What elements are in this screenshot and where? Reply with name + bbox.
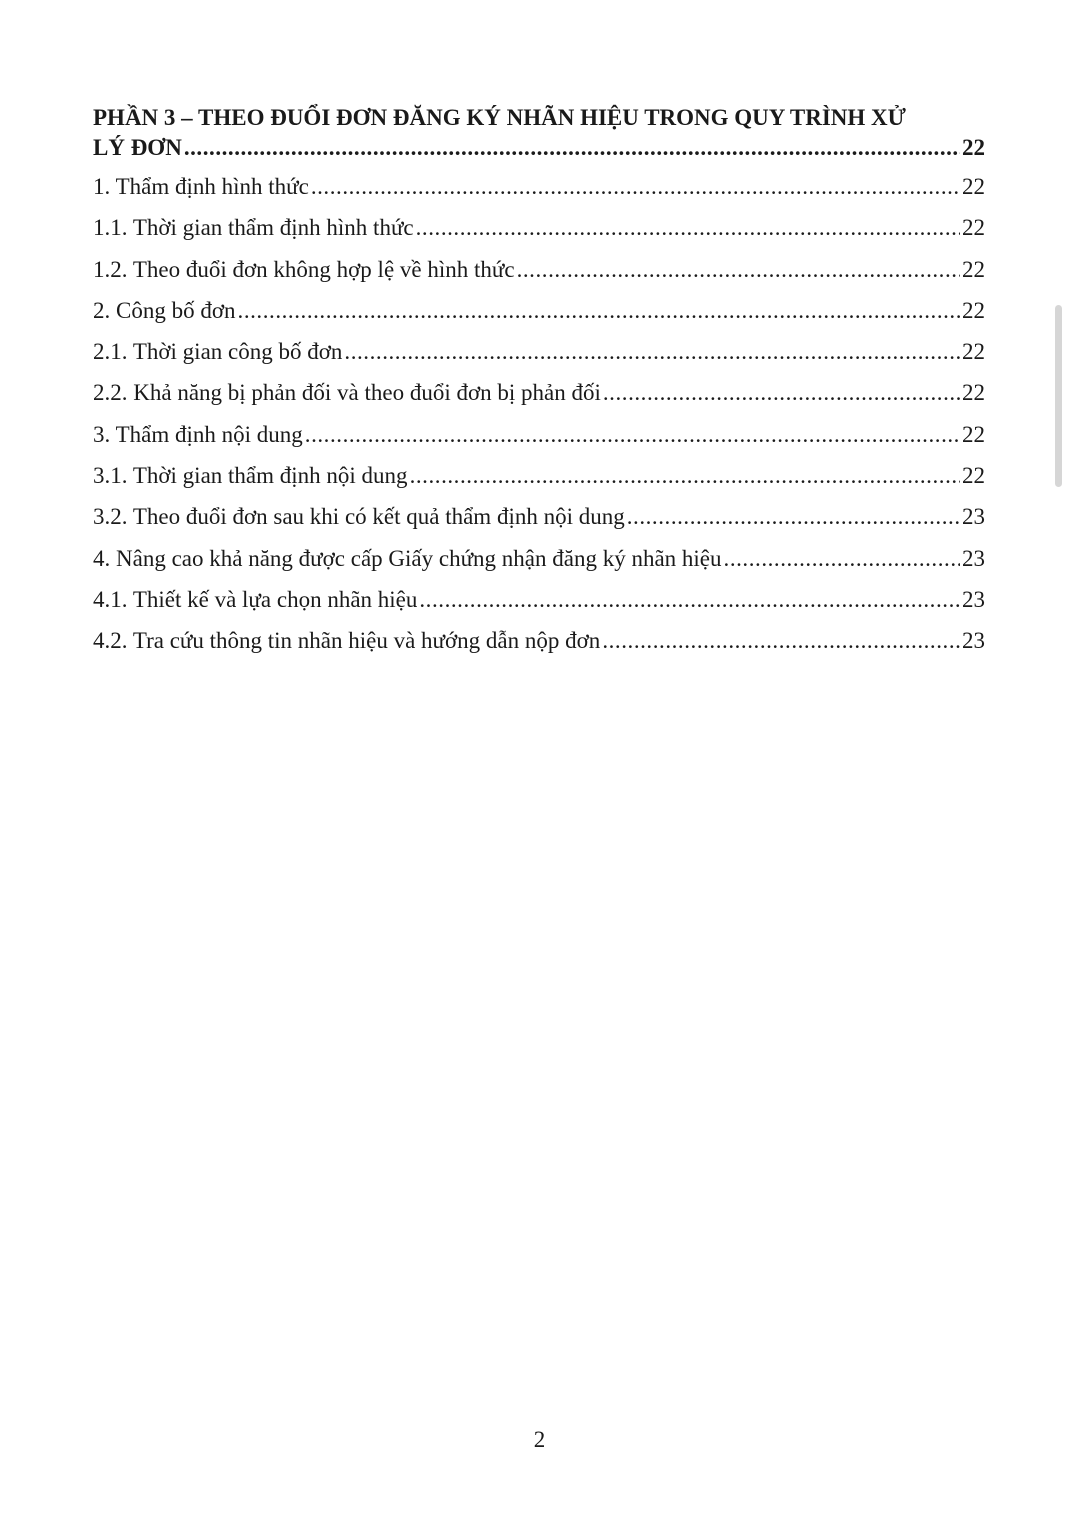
toc-entry[interactable] — [93, 538, 985, 579]
toc-entry-label: 3. Thẩm định nội dung — [93, 421, 303, 447]
toc-entry[interactable] — [93, 290, 985, 331]
toc-entry-page: 22 — [962, 463, 985, 489]
dot-leader — [344, 331, 960, 372]
toc-heading-line1: PHẦN 3 – THEO ĐUỔI ĐƠN ĐĂNG KÝ NHÃN HIỆU TRONG QUY TRÌNH XỬ — [93, 105, 906, 130]
toc-entry-label: 1.1. Thời gian thẩm định hình thức — [93, 215, 414, 241]
toc-entry-label: 4.2. Tra cứu thông tin nhãn hiệu và hướng dẫn nộp đơn — [93, 628, 601, 654]
toc-entry-page: 23 — [962, 586, 985, 612]
dot-leader — [419, 579, 960, 620]
toc-entry[interactable] — [93, 372, 985, 413]
toc-entry-label: 2.1. Thời gian công bố đơn — [93, 339, 343, 365]
toc-heading-line2: LÝ ĐƠN — [93, 135, 182, 160]
toc-entry[interactable] — [93, 207, 985, 248]
dot-leader — [410, 455, 960, 496]
toc-entry-label: 1.2. Theo đuổi đơn không hợp lệ về hình thức — [93, 256, 515, 282]
page-number: 2 — [533, 1427, 546, 1452]
toc-entry-page: 22 — [962, 339, 985, 365]
toc-entry-page: 23 — [962, 545, 985, 571]
dot-leader — [305, 414, 960, 455]
toc-entry-label: 3.1. Thời gian thẩm định nội dung — [93, 463, 408, 489]
toc-entry-page: 22 — [962, 256, 985, 282]
toc-entry-label: 4.1. Thiết kế và lựa chọn nhãn hiệu — [93, 586, 418, 612]
toc-entry-page: 22 — [962, 215, 985, 241]
toc-entry-label: 2. Công bố đơn — [93, 297, 236, 323]
dot-leader — [311, 166, 960, 207]
dot-leader — [238, 290, 960, 331]
toc-entry-label: 1. Thẩm định hình thức — [93, 174, 309, 199]
dot-leader — [724, 538, 960, 579]
toc-entry[interactable] — [93, 414, 985, 455]
toc-heading-line2-row — [93, 133, 985, 163]
toc-entry-label: 2.2. Khả năng bị phản đối và theo đuổi đơn bị phản đối — [93, 380, 601, 406]
toc-entries — [93, 166, 985, 662]
toc-entry-page: 22 — [962, 174, 985, 199]
toc-entry-label: 4. Nâng cao khả năng được cấp Giấy chứng nhận đăng ký nhãn hiệu — [93, 545, 722, 571]
toc-entry[interactable] — [93, 331, 985, 372]
toc-entry[interactable] — [93, 579, 985, 620]
toc-entry[interactable] — [93, 620, 985, 661]
toc-entry-page: 22 — [962, 380, 985, 406]
table-of-contents — [93, 103, 985, 662]
dot-leader — [603, 372, 960, 413]
dot-leader — [627, 496, 960, 537]
toc-entry-label: 3.2. Theo đuổi đơn sau khi có kết quả thẩm định nội dung — [93, 504, 625, 530]
toc-section-heading[interactable] — [93, 103, 985, 163]
toc-entry-page: 22 — [962, 421, 985, 447]
toc-entry[interactable] — [93, 166, 985, 207]
toc-entry[interactable] — [93, 455, 985, 496]
toc-entry-page: 23 — [962, 628, 985, 654]
toc-entry-page: 22 — [962, 297, 985, 323]
toc-entry[interactable] — [93, 496, 985, 537]
toc-entry[interactable] — [93, 249, 985, 290]
scrollbar-thumb[interactable] — [1055, 305, 1062, 487]
toc-entry-page: 23 — [962, 504, 985, 530]
toc-heading-page: 22 — [962, 135, 985, 160]
dot-leader — [416, 207, 960, 248]
dot-leader — [602, 620, 960, 661]
dot-leader — [517, 249, 960, 290]
dot-leader — [184, 133, 960, 163]
